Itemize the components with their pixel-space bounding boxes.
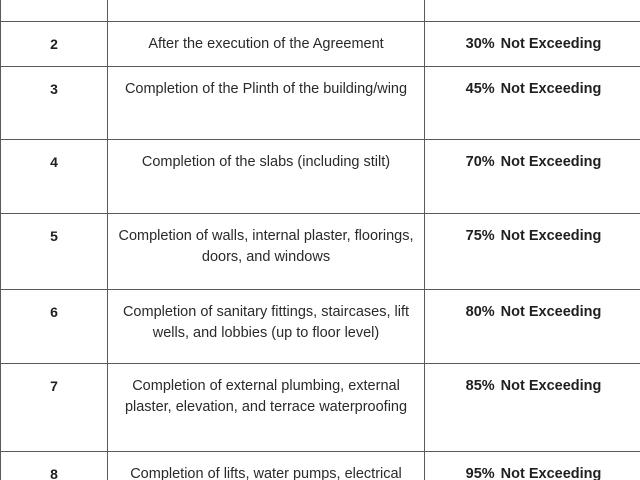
- row-number-cell: [1, 140, 108, 214]
- table-row: [1, 67, 640, 140]
- row-number: 6: [50, 304, 58, 320]
- row-number-cell: [1, 67, 108, 140]
- stage-cell: [108, 364, 425, 452]
- stage-cell: [108, 214, 425, 290]
- stage-cell: [108, 22, 425, 67]
- stage-cell: [108, 290, 425, 364]
- row-number-cell: [1, 22, 108, 67]
- payment-cell: [425, 364, 640, 452]
- row-number: 7: [50, 378, 58, 394]
- table-row: [1, 140, 640, 214]
- payment-limit: [425, 67, 640, 100]
- payment-limit: [425, 22, 640, 55]
- payment-cell: [425, 0, 640, 22]
- payment-condition: Not Exceeding: [500, 228, 602, 244]
- payment-cell: [425, 452, 640, 480]
- stage-cell: [108, 452, 425, 480]
- row-number-cell: [1, 214, 108, 290]
- payment-percent: 45%: [465, 81, 495, 97]
- table-row: [1, 214, 640, 290]
- payment-percent: 70%: [465, 154, 495, 170]
- payment-cell: [425, 290, 640, 364]
- stage-description: Completion of lifts, water pumps, electrical: [130, 466, 402, 480]
- stage-description: After the execution of the Agreement: [148, 36, 384, 52]
- payment-cell: [425, 140, 640, 214]
- payment-percent: 80%: [465, 304, 495, 320]
- payment-limit: [425, 290, 640, 323]
- table-row: [1, 452, 640, 480]
- payment-percent: 85%: [465, 378, 495, 394]
- row-number: 8: [50, 466, 58, 480]
- payment-cell: [425, 214, 640, 290]
- payment-limit: [425, 214, 640, 247]
- payment-condition: Not Exceeding: [500, 304, 602, 320]
- row-number-cell: [1, 0, 108, 22]
- stage-cell: [108, 67, 425, 140]
- payment-percent: 75%: [465, 228, 495, 244]
- row-number: 3: [50, 81, 58, 97]
- stage-description: Completion of sanitary fittings, staircases, lift wells, and lobbies (up to floor level): [122, 304, 410, 341]
- stage-description: Completion of external plumbing, external plaster, elevation, and terrace waterproofing: [124, 378, 408, 415]
- table-row: [1, 22, 640, 67]
- stage-description: Completion of the slabs (including stilt): [141, 154, 391, 170]
- payment-limit: [425, 0, 640, 12]
- row-number-cell: [1, 452, 108, 480]
- stage-description: Completion of the Plinth of the building/wing: [124, 81, 408, 97]
- payment-cell: [425, 22, 640, 67]
- payment-condition: Not Exceeding: [500, 154, 602, 170]
- table-row: [1, 364, 640, 452]
- payment-limit: [425, 140, 640, 173]
- payment-limit: [425, 364, 640, 397]
- stage-cell: [108, 140, 425, 214]
- payment-condition: Not Exceeding: [500, 466, 602, 480]
- row-number-cell: [1, 290, 108, 364]
- stage-cell: [108, 0, 425, 22]
- payment-cell: [425, 67, 640, 140]
- row-number-cell: [1, 364, 108, 452]
- stage-description: Completion of walls, internal plaster, floorings, doors, and windows: [118, 228, 414, 265]
- payment-percent: 30%: [465, 36, 495, 52]
- payment-percent: 95%: [465, 466, 495, 480]
- table-row: [1, 290, 640, 364]
- payment-condition: Not Exceeding: [500, 81, 602, 97]
- payment-condition: Not Exceeding: [500, 378, 602, 394]
- payment-limit: [425, 452, 640, 480]
- table-row: [1, 0, 640, 22]
- row-number: 2: [50, 36, 58, 52]
- payment-condition: Not Exceeding: [500, 36, 602, 52]
- row-number: 4: [50, 154, 58, 170]
- row-number: 5: [50, 228, 58, 244]
